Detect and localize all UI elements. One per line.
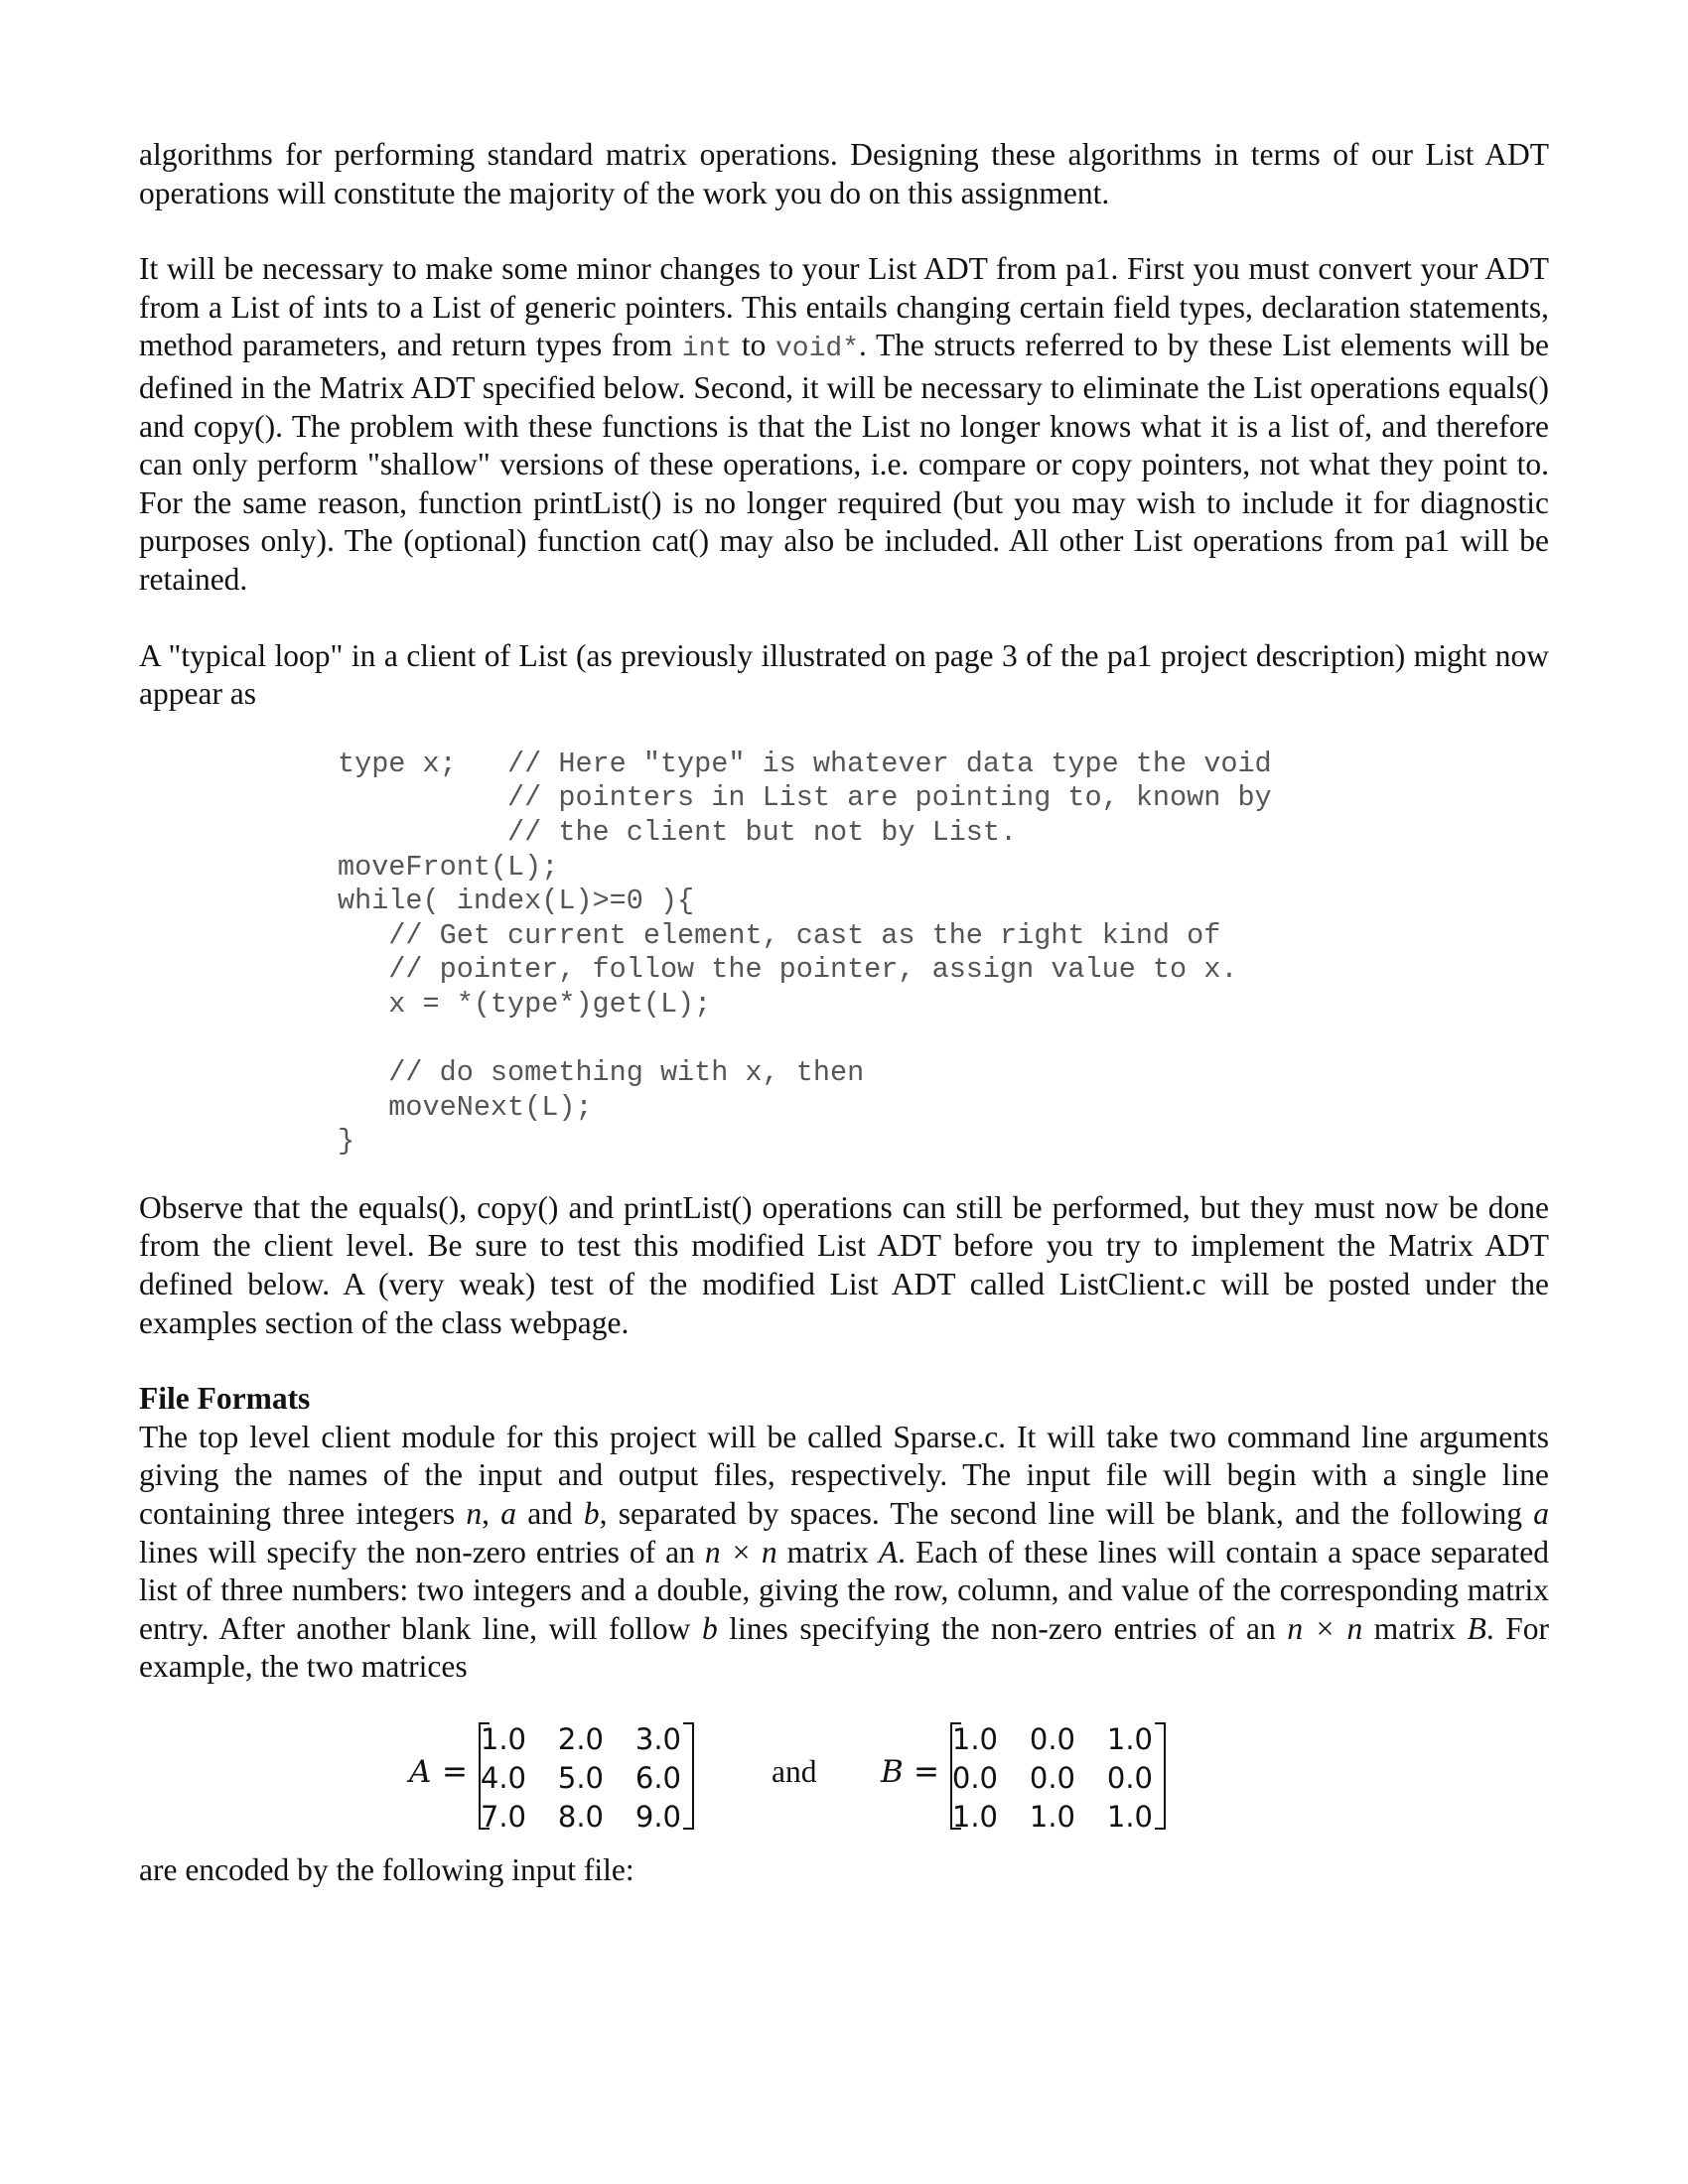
code-line: } xyxy=(338,1125,355,1159)
code-line: x = *(type*)get(L); xyxy=(338,987,712,1021)
matrix-b-grid xyxy=(920,1720,1153,1837)
paragraph-text: . The structs referred to by these List elements will be defined in the Matrix ADT specified below. Second, it will be necessary to eliminate the List operations equals() and copy(). The problem with these functions is that the List no longer knows what it is a list of, and therefore can only perform "shallow" versions of these operations, i.e. compare or copy pointers, not what they point to. For the same reason, function printList() is no longer required (but you may wish to include it for diagnostic purposes only). The (optional) function cat() may also be included. All other List operations from pa1 will be retained. xyxy=(139,328,1549,597)
paragraph-text: matrix xyxy=(776,1534,879,1570)
matrix-a-equals: = xyxy=(442,1753,468,1790)
math-a: a xyxy=(500,1496,516,1531)
code-line: while( index(L)>=0 ){ xyxy=(338,885,695,918)
paragraph-text: to xyxy=(732,328,775,363)
math-matrix-b: B xyxy=(1467,1610,1486,1646)
matrix-a-cell: 3.0 xyxy=(634,1721,681,1756)
math-a: a xyxy=(1533,1496,1549,1531)
paragraph-text: . For example, the two matrices xyxy=(139,1610,1550,1685)
matrix-b-cell: 0.0 xyxy=(951,1760,998,1795)
code-line: moveFront(L); xyxy=(338,850,559,884)
paragraph-typical-loop xyxy=(139,637,1549,714)
matrix-a-cell: 1.0 xyxy=(480,1721,526,1756)
code-line: // pointer, follow the pointer, assign value to x. xyxy=(338,953,1238,987)
matrix-b-label: B xyxy=(881,1753,904,1790)
matrix-b-cell: 1.0 xyxy=(1106,1721,1153,1756)
math-n-by-n: n × n xyxy=(1287,1610,1363,1646)
paragraph-list-adt-changes xyxy=(139,250,1549,599)
math-n: n xyxy=(466,1496,483,1531)
code-line: // pointers in List are pointing to, known by xyxy=(338,781,1272,815)
matrix-b-cell: 0.0 xyxy=(1106,1760,1153,1795)
matrix-b-cell: 1.0 xyxy=(1106,1799,1153,1834)
paragraph-text: matrix xyxy=(1362,1610,1468,1646)
matrix-example-figure xyxy=(139,1718,1549,1838)
matrix-a-grid xyxy=(449,1720,681,1837)
matrix-b-equals: = xyxy=(914,1753,939,1790)
inline-code-int: int xyxy=(681,334,733,365)
matrix-b-cell: 1.0 xyxy=(951,1721,998,1756)
paragraph-text: algorithms for performing standard matrix operations. Designing these algorithms in terms of our List ADT operations will constitute the majority of the work you do on this assignment. xyxy=(139,137,1549,210)
matrix-a-cell: 5.0 xyxy=(557,1760,604,1795)
paragraph-text: It will be necessary to make some minor changes to your List ADT from pa1. First you must convert your ADT from a List of ints to a List of generic pointers. This entails changing certain field types, declaration statements, method parameters, and return types from xyxy=(139,251,1549,363)
matrix-b-cell: 1.0 xyxy=(1029,1799,1075,1834)
paragraph-text: are encoded by the following input file: xyxy=(139,1851,634,1887)
paragraph-client-level xyxy=(139,1189,1549,1342)
matrix-a-cell: 6.0 xyxy=(634,1760,681,1795)
paragraph-text: lines specifying the non-zero entries of an xyxy=(717,1610,1288,1646)
paragraph-text: lines will specify the non-zero entries of an xyxy=(139,1534,705,1570)
code-line: moveNext(L); xyxy=(338,1090,593,1124)
paragraph-text: The top level client module for this project will be called Sparse.c. It will take two command line arguments giving the names of the input and output files, respectively. The input file will begin with a single line containing three integers xyxy=(139,1419,1549,1531)
paragraph-text: , separated by spaces. The second line will be blank, and the following xyxy=(599,1496,1534,1531)
matrix-a-label: A xyxy=(409,1753,432,1790)
paragraph-text: Observe that the equals(), copy() and printList() operations can still be performed, but they must now be done from the client level. Be sure to test this modified List ADT before you try to implement the Matrix ADT defined below. A (very weak) test of the modified List ADT called ListClient.c will be posted under the examples section of the class webpage. xyxy=(139,1189,1549,1340)
matrix-a-cell: 2.0 xyxy=(557,1721,604,1756)
matrix-b-cell: 0.0 xyxy=(1029,1760,1075,1795)
inline-code-void: void* xyxy=(774,334,859,365)
math-n-by-n: n × n xyxy=(704,1534,777,1570)
math-b: b xyxy=(702,1610,718,1646)
code-line: // do something with x, then xyxy=(338,1056,865,1090)
section-heading: File Formats xyxy=(139,1381,311,1417)
matrix-b-right-bracket xyxy=(1155,1722,1166,1830)
matrix-a-cell: 8.0 xyxy=(557,1799,604,1834)
matrix-a-cell: 4.0 xyxy=(480,1760,526,1795)
section-file-formats xyxy=(139,1380,1549,1687)
document-page xyxy=(139,136,1549,1890)
matrix-b-cell: 1.0 xyxy=(951,1799,998,1834)
matrix-b-cell: 0.0 xyxy=(1029,1721,1075,1756)
code-line: // the client but not by List. xyxy=(338,815,1018,849)
matrix-a-cell: 9.0 xyxy=(634,1799,681,1834)
paragraph-text: and xyxy=(515,1496,584,1531)
paragraph-matrix-algorithms xyxy=(139,136,1549,212)
matrix-a-right-bracket xyxy=(683,1722,694,1830)
math-b: b xyxy=(583,1496,600,1531)
math-matrix-a: A xyxy=(878,1534,899,1570)
and-text: and xyxy=(772,1753,817,1789)
paragraph-text: , xyxy=(482,1496,501,1531)
paragraph-text: A "typical loop" in a client of List (as previously illustrated on page 3 of the pa1 project description) might now appear as xyxy=(139,637,1549,712)
code-line: // Get current element, cast as the right kind of xyxy=(338,918,1221,952)
code-block-typical-loop xyxy=(338,748,1549,1160)
matrix-a-cell: 7.0 xyxy=(480,1799,526,1834)
paragraph-text: . Each of these lines will contain a space separated list of three numbers: two integers and a double, giving the row, column, and value of the corresponding matrix entry. After another blank line, will follow xyxy=(139,1534,1549,1646)
code-line: type x; // Here "type" is whatever data type the void xyxy=(338,747,1272,780)
paragraph-encoded-by xyxy=(139,1851,1549,1890)
